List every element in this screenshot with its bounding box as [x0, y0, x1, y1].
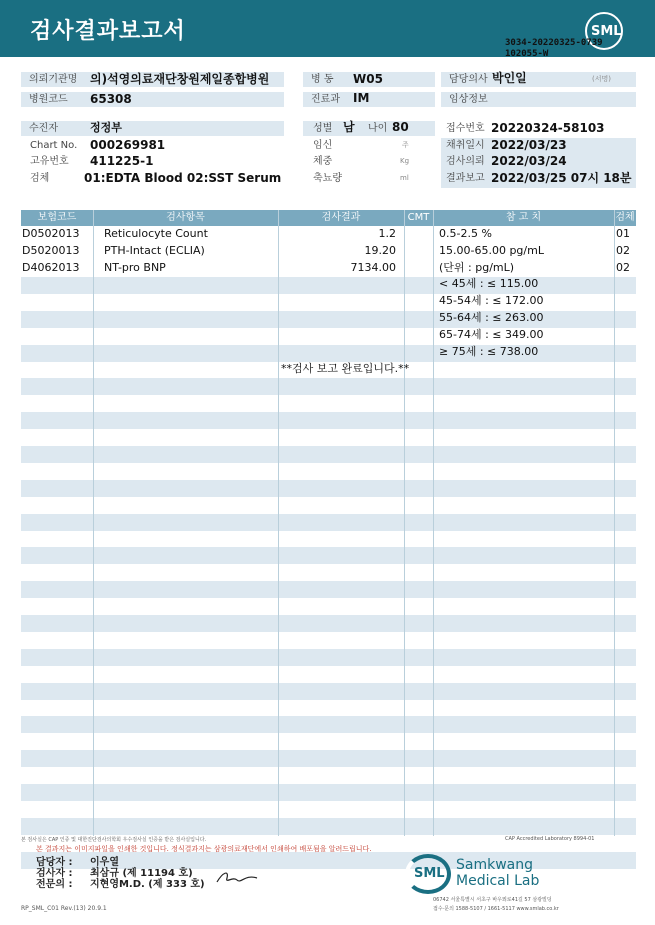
row-spec: 01 [616, 227, 630, 240]
row-ref: (단위 : pg/mL) [439, 261, 515, 274]
form-number: RP_SML_C01 Rev.(13) 20.9.1 [21, 905, 107, 912]
report-complete-note: **검사 보고 완료입니다.** [281, 362, 410, 375]
dept-value: IM [353, 91, 370, 105]
col-result: 검사결과 [321, 212, 361, 223]
ref-range-line: ≥ 75세 : ≤ 738.00 [439, 345, 539, 358]
col-spec: 검체 [615, 212, 635, 223]
doctor-sign: (서명) [592, 75, 611, 83]
row-stripe [21, 446, 636, 463]
ref-range-line: 65-74세 : ≤ 349.00 [439, 328, 544, 341]
row-stripe [21, 818, 636, 835]
pregnancy-unit: 주 [402, 141, 409, 149]
gender-value: 남 [343, 120, 355, 134]
row-stripe [21, 716, 636, 733]
row-result: 19.20 [364, 244, 396, 257]
ref-range-line: 55-64세 : ≤ 263.00 [439, 311, 544, 324]
row-result: 1.2 [378, 227, 396, 240]
sml-logo-text: SML [414, 866, 445, 881]
row-item: Reticulocyte Count [104, 227, 208, 240]
row-code: D5020013 [22, 244, 80, 257]
urine-unit: ml [400, 174, 409, 182]
address: 06742 서울특별시 서초구 바우뫼로41길 57 삼광빌딩 [433, 897, 552, 903]
specialist-value: 지현영M.D. (제 333 호) [90, 879, 205, 890]
examiner-value: 최삼규 (제 11194 호) [90, 868, 193, 879]
col-code: 보험코드 [37, 212, 77, 223]
report-title: 검사결과보고서 [30, 19, 186, 44]
row-item: NT-pro BNP [104, 261, 166, 274]
institution-value: 의)석영의료재단창원제일종합병원 [90, 72, 270, 86]
row-stripe [21, 480, 636, 497]
cap-note: CAP Accredited Laboratory 8994-01 [505, 836, 595, 842]
doctor-value: 박인일 [492, 71, 527, 85]
hospital-code-label: 병원코드 [21, 92, 81, 107]
row-item: PTH-Intact (ECLIA) [104, 244, 205, 257]
signature-icon [215, 868, 260, 886]
age-label: 나이 [368, 123, 388, 134]
request-value: 2022/03/24 [491, 154, 567, 168]
row-result: 7134.00 [350, 261, 396, 274]
row-stripe [21, 412, 636, 429]
receipt-value: 20220324-58103 [491, 121, 605, 135]
col-item: 검사항목 [166, 212, 205, 223]
row-stripe [21, 750, 636, 767]
row-ref: 0.5-2.5 % [439, 227, 492, 240]
brand-name: Samkwang Medical Lab [456, 857, 540, 889]
urine-label: 축뇨량 [313, 173, 342, 184]
dept-label: 진료과 [303, 92, 435, 107]
age-value: 80 [392, 120, 409, 134]
hospital-code-value: 65308 [90, 92, 132, 106]
specimen-label: 검체 [30, 173, 50, 184]
clinical-info-label: 임상정보 [441, 92, 636, 107]
col-ref: 참 고 치 [505, 212, 542, 223]
id-value: 411225-1 [90, 154, 154, 168]
specimen-value: 01:EDTA Blood 02:SST Serum [84, 171, 282, 185]
specialist-label: 전문의 : [36, 879, 73, 890]
examiner-label: 검사자 : [36, 868, 73, 879]
collect-label: 채취일시 [446, 140, 485, 151]
ward-value: W05 [353, 72, 383, 86]
row-stripe [21, 345, 636, 362]
col-cmt: CMT [407, 212, 430, 223]
row-spec: 02 [616, 244, 630, 257]
ref-range-line: 45-54세 : ≤ 172.00 [439, 294, 544, 307]
row-ref: 15.00-65.00 pg/mL [439, 244, 544, 257]
row-stripe [21, 514, 636, 531]
ward-label: 병 동 [303, 72, 435, 87]
sml-logo-icon: SML [585, 12, 623, 50]
weight-unit: Kg [400, 157, 410, 165]
ref-range-line: < 45세 : ≤ 115.00 [439, 277, 539, 290]
chart-value: 000269981 [90, 138, 166, 152]
doctor-label: 담당의사 [441, 72, 636, 87]
gender-label: 성별 [313, 123, 333, 134]
resp-label: 담당자 : [36, 857, 73, 868]
row-stripe [21, 683, 636, 700]
patient-value: 정정부 [90, 121, 122, 134]
row-stripe [21, 649, 636, 666]
row-stripe [21, 784, 636, 801]
weight-label: 체중 [313, 156, 333, 167]
id-label: 고유번호 [30, 156, 69, 167]
row-stripe [21, 547, 636, 564]
receipt-label: 접수번호 [446, 123, 485, 134]
chart-label: Chart No. [30, 140, 78, 151]
request-label: 검사의뢰 [446, 156, 485, 167]
row-stripe [21, 615, 636, 632]
collect-value: 2022/03/23 [491, 138, 567, 152]
image-print-note: 본 결과지는 이미지파일을 인쇄한 것입니다. 정식결과지는 삼광의료재단에서 인쇄하여 배포됨을 알려드립니다. [36, 845, 372, 853]
row-code: D0502013 [22, 227, 80, 240]
row-spec: 02 [616, 261, 630, 274]
contact: 접수·문의 1588-5107 / 1661-5117 www.smlab.co.kr [433, 906, 559, 912]
accreditation-note: 본 검사실은 CAP 인증 및 대한진단검사의학회 우수검사실 인증을 받은 검사실입니다. [21, 837, 207, 843]
document-number: 3034-20220325-0739 102055-W [505, 38, 603, 59]
row-stripe [21, 277, 636, 294]
institution-label: 의뢰기관명 [21, 72, 81, 87]
row-stripe [21, 581, 636, 598]
resp-value: 이우열 [90, 857, 119, 868]
patient-label: 수진자 [21, 121, 284, 136]
report-date-label: 결과보고 [446, 173, 485, 184]
row-stripe [21, 378, 636, 395]
report-date-value: 2022/03/25 07시 18분 [491, 171, 632, 185]
pregnancy-label: 임신 [313, 140, 333, 151]
row-code: D4062013 [22, 261, 80, 274]
